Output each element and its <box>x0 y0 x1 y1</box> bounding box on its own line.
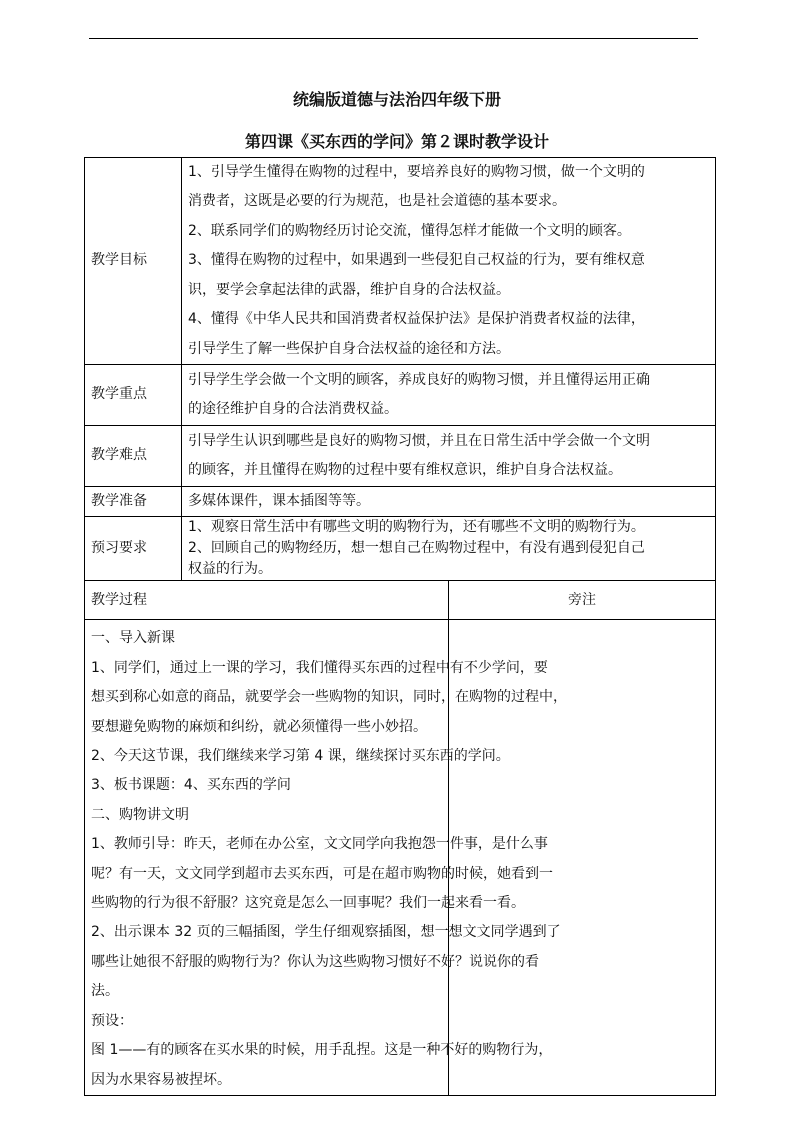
document-title: 统编版道德与法治四年级下册 <box>292 90 501 109</box>
text-line: 一、导入新课 <box>91 630 175 647</box>
label-preview-requirements: 预习要求 <box>85 517 182 581</box>
text-line: 些购物的行为很不舒服？这究竟是怎么一回事呢？我们一起来看一看。 <box>91 895 525 912</box>
content-key-points <box>182 365 716 426</box>
text-line: 图 1——有的顾客在买水果的时候，用手乱捏。这是一种不好的购物行为， <box>91 1042 553 1059</box>
text-line: 因为水果容易被捏坏。 <box>91 1071 231 1088</box>
text-line: 1、同学们，通过上一课的学习，我们懂得买东西的过程中有不少学问，要 <box>91 659 548 676</box>
label-teaching-goals: 教学目标 <box>85 158 182 365</box>
document-subtitle: 第四课《买东西的学问》第２课时教学设计 <box>244 132 549 151</box>
text-line: 3、板书课题：4、买东西的学问 <box>91 777 291 794</box>
text-line: 法。 <box>91 983 119 1000</box>
text-line: 的顾客，并且懂得在购物的过程中要有维权意识，维护自身合法权益。 <box>188 462 622 478</box>
text-line: 2、联系同学们的购物经历讨论交流，懂得怎样才能做一个文明的顾客。 <box>188 222 631 239</box>
label-key-points: 教学重点 <box>85 365 182 426</box>
text-line: 的途径维护自身的合法消费权益。 <box>188 401 398 417</box>
text-line: 识，要学会拿起法律的武器，维护自身的合法权益。 <box>188 281 510 298</box>
label-side-notes: 旁注 <box>449 581 716 620</box>
text-line: 预设： <box>91 1012 133 1029</box>
text-line: 1、引导学生懂得在购物的过程中，要培养良好的购物习惯，做一个文明的 <box>188 164 645 181</box>
text-line: 1、观察日常生活中有哪些文明的购物行为，还有哪些不文明的购物行为。 <box>188 519 645 536</box>
text-line: 2、出示课本 32 页的三幅插图，学生仔细观察插图，想一想文文同学遇到了 <box>91 924 561 941</box>
label-preparation: 教学准备 <box>85 487 182 517</box>
label-difficulties: 教学难点 <box>85 426 182 487</box>
text-line: 引导学生认识到哪些是良好的购物习惯，并且在日常生活中学会做一个文明 <box>188 432 650 449</box>
text-line: 2、回顾自己的购物经历，想一想自己在购物过程中，有没有遇到侵犯自己 <box>188 540 645 557</box>
content-preparation <box>182 487 716 517</box>
text-line: 1、教师引导：昨天，老师在办公室，文文同学向我抱怨一件事，是什么事 <box>91 836 548 853</box>
text-line: 消费者，这既是必要的行为规范，也是社会道德的基本要求。 <box>188 193 566 210</box>
text-line: 哪些让她很不舒服的购物行为？你认为这些购物习惯好不好？说说你的看 <box>91 953 539 970</box>
text-line: 4、懂得《中华人民共和国消费者权益保护法》是保护消费者权益的法律， <box>188 311 645 328</box>
text-line: 2、今天这节课，我们继续来学习第 4 课，继续探讨买东西的学问。 <box>91 748 510 765</box>
header-rule <box>89 38 698 39</box>
text-line: 3、懂得在购物的过程中，如果遇到一些侵犯自己权益的行为，要有维权意 <box>188 252 645 269</box>
row-process-body <box>85 620 716 1096</box>
text-line: 二、购物讲文明 <box>91 806 189 823</box>
row-difficulties <box>85 426 716 487</box>
text-line: 引导学生学会做一个文明的顾客，养成良好的购物习惯，并且懂得运用正确 <box>188 371 650 388</box>
row-preparation <box>85 487 716 517</box>
text-line: 想买到称心如意的商品，就要学会一些购物的知识，同时，在购物的过程中， <box>91 689 567 706</box>
lesson-plan-table <box>84 157 716 1096</box>
label-teaching-process: 教学过程 <box>85 581 449 620</box>
text-line: 引导学生了解一些保护自身合法权益的途径和方法。 <box>188 340 510 357</box>
row-preview-requirements <box>85 517 716 581</box>
content-preview-requirements <box>182 517 716 581</box>
row-key-points <box>85 365 716 426</box>
row-process-header <box>85 581 716 620</box>
text-line: 多媒体课件，课本插图等等。 <box>188 493 370 509</box>
content-difficulties <box>182 426 716 487</box>
text-line: 权益的行为。 <box>188 561 272 578</box>
text-line: 要想避免购物的麻烦和纠纷，就必须懂得一些小妙招。 <box>91 718 427 735</box>
content-teaching-goals <box>182 158 716 365</box>
text-line: 呢？有一天，文文同学到超市去买东西，可是在超市购物的时候，她看到一 <box>91 865 553 882</box>
row-teaching-goals <box>85 158 716 365</box>
content-teaching-process <box>85 620 567 1096</box>
